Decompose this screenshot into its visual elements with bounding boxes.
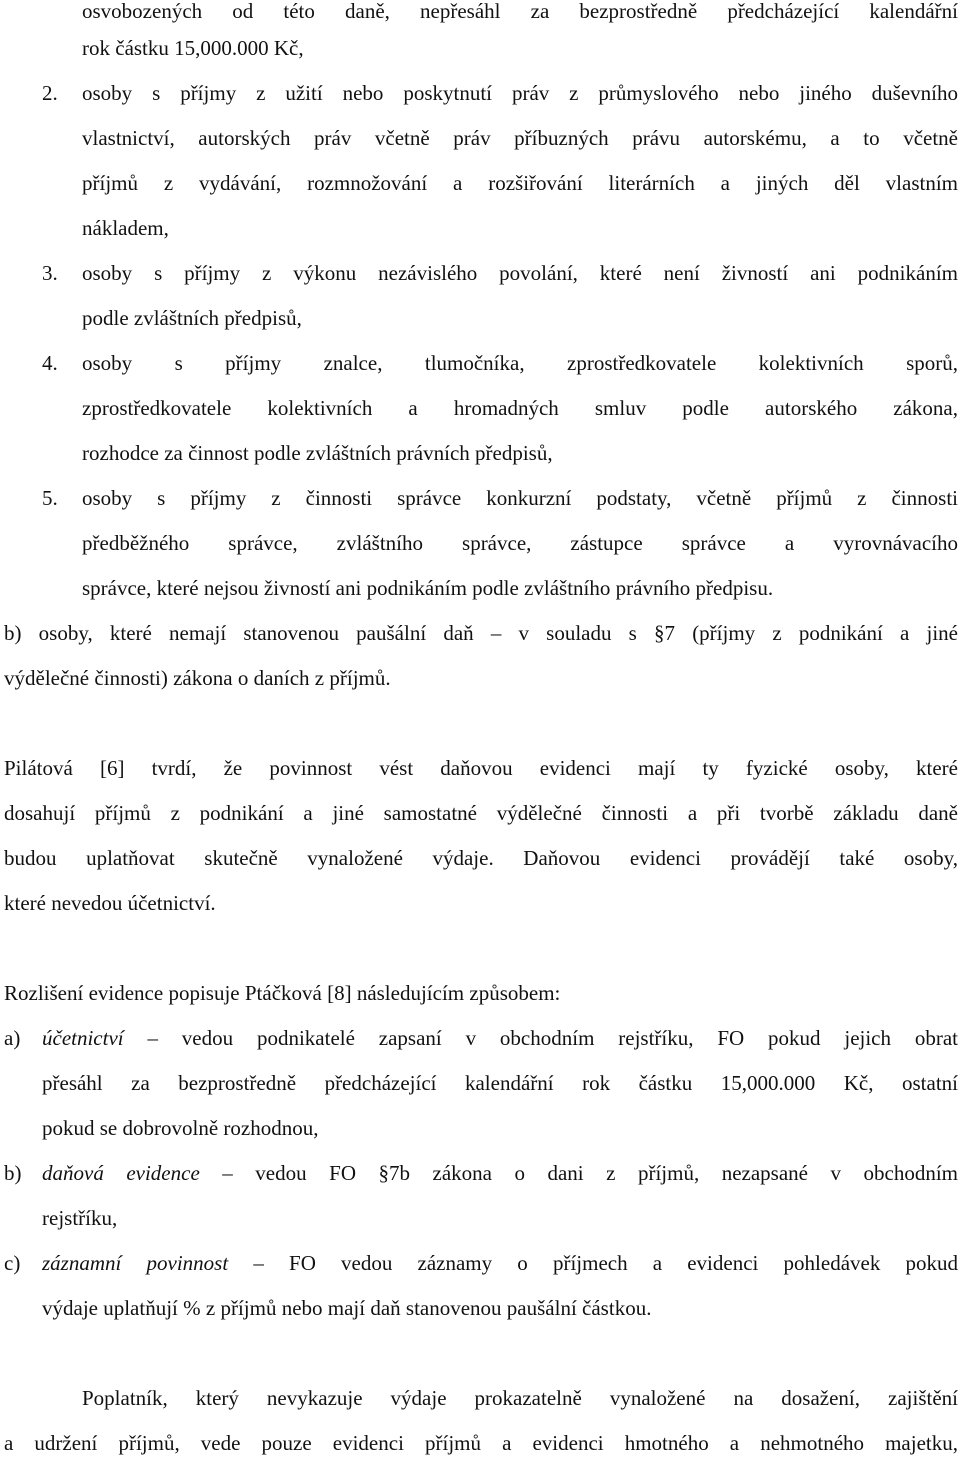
term: účetnictví bbox=[42, 1026, 124, 1050]
text-line: které nevedou účetnictví. bbox=[4, 891, 216, 915]
text-line: vlastnictví, autorských práv včetně práv příbuzných právu autorskému, a to včetně bbox=[82, 126, 958, 150]
text-line: dosahují příjmů z podnikání a jiné samostatné výdělečné činnosti a při tvorbě základu daně bbox=[4, 801, 958, 825]
text-line: osvobozených od této daně, nepřesáhl za bezprostředně předcházející kalendářní bbox=[82, 0, 958, 23]
term: daňová evidence bbox=[42, 1161, 200, 1185]
text-line: a udržení příjmů, vede pouze evidenci příjmů a evidenci hmotného a nehmotného majetku, bbox=[4, 1431, 958, 1455]
text-line: rozhodce za činnost podle zvláštních právních předpisů, bbox=[82, 441, 553, 465]
text-line: osoby s příjmy znalce, tlumočníka, zprostředkovatele kolektivních sporů, bbox=[82, 351, 958, 375]
term-description: – vedou podnikatelé zapsaní v obchodním rejstříku, FO pokud jejich obrat bbox=[147, 1026, 958, 1050]
term-description: – FO vedou záznamy o příjmech a evidenci pohledávek pokud bbox=[253, 1251, 958, 1275]
text-line: správce, které nejsou živností ani podnikáním podle zvláštního právního předpisu. bbox=[82, 576, 774, 600]
text-line: osoby s příjmy z výkonu nezávislého povolání, které není živností ani podnikáním bbox=[82, 261, 958, 285]
text-line bbox=[42, 1025, 958, 1051]
list-number: 5. bbox=[42, 486, 58, 510]
term-description: – vedou FO §7b zákona o dani z příjmů, nezapsané v obchodním bbox=[222, 1161, 958, 1185]
text-line: Rozlišení evidence popisuje Ptáčková [8] následujícím způsobem: bbox=[4, 981, 561, 1005]
list-letter: c) bbox=[4, 1251, 21, 1275]
text-line: b) osoby, které nemají stanovenou paušální daň – v souladu s §7 (příjmy z podnikání a jiné bbox=[4, 621, 958, 645]
text-line bbox=[42, 1160, 958, 1186]
text-line: rejstříku, bbox=[42, 1206, 118, 1230]
text-line bbox=[42, 1250, 958, 1276]
text-line: osoby s příjmy z užití nebo poskytnutí práv z průmyslového nebo jiného duševního bbox=[82, 81, 958, 105]
list-number: 4. bbox=[42, 351, 58, 375]
text-line: Pilátová [6] tvrdí, že povinnost vést daňovou evidenci mají ty fyzické osoby, které bbox=[4, 756, 958, 780]
text-line: výdaje uplatňují % z příjmů nebo mají daň stanovenou paušální částkou. bbox=[42, 1296, 652, 1320]
text-line: příjmů z vydávání, rozmnožování a rozšiřování literárních a jiných děl vlastním bbox=[82, 171, 958, 195]
text-line: osoby s příjmy z činnosti správce konkurzní podstaty, včetně příjmů z činnosti bbox=[82, 486, 958, 510]
text-line: zprostředkovatele kolektivních a hromadných smluv podle autorského zákona, bbox=[82, 396, 958, 420]
text-line: nákladem, bbox=[82, 216, 169, 240]
text-line: rok částku 15,000.000 Kč, bbox=[82, 36, 304, 60]
list-number: 2. bbox=[42, 81, 58, 105]
text-line: přesáhl za bezprostředně předcházející kalendářní rok částku 15,000.000 Kč, ostatní bbox=[42, 1071, 958, 1095]
text-line: Poplatník, který nevykazuje výdaje prokazatelně vynaložené na dosažení, zajištění bbox=[82, 1386, 958, 1410]
list-number: 3. bbox=[42, 261, 58, 285]
text-line: předběžného správce, zvláštního správce, zástupce správce a vyrovnávacího bbox=[82, 531, 958, 555]
text-line: budou uplatňovat skutečně vynaložené výdaje. Daňovou evidenci provádějí také osoby, bbox=[4, 846, 958, 870]
text-line: výdělečné činnosti) zákona o daních z příjmů. bbox=[4, 666, 391, 690]
list-letter: b) bbox=[4, 1161, 22, 1185]
term: záznamní povinnost bbox=[42, 1251, 229, 1275]
text-line: podle zvláštních předpisů, bbox=[82, 306, 302, 330]
list-letter: a) bbox=[4, 1026, 21, 1050]
text-line: pokud se dobrovolně rozhodnou, bbox=[42, 1116, 319, 1140]
